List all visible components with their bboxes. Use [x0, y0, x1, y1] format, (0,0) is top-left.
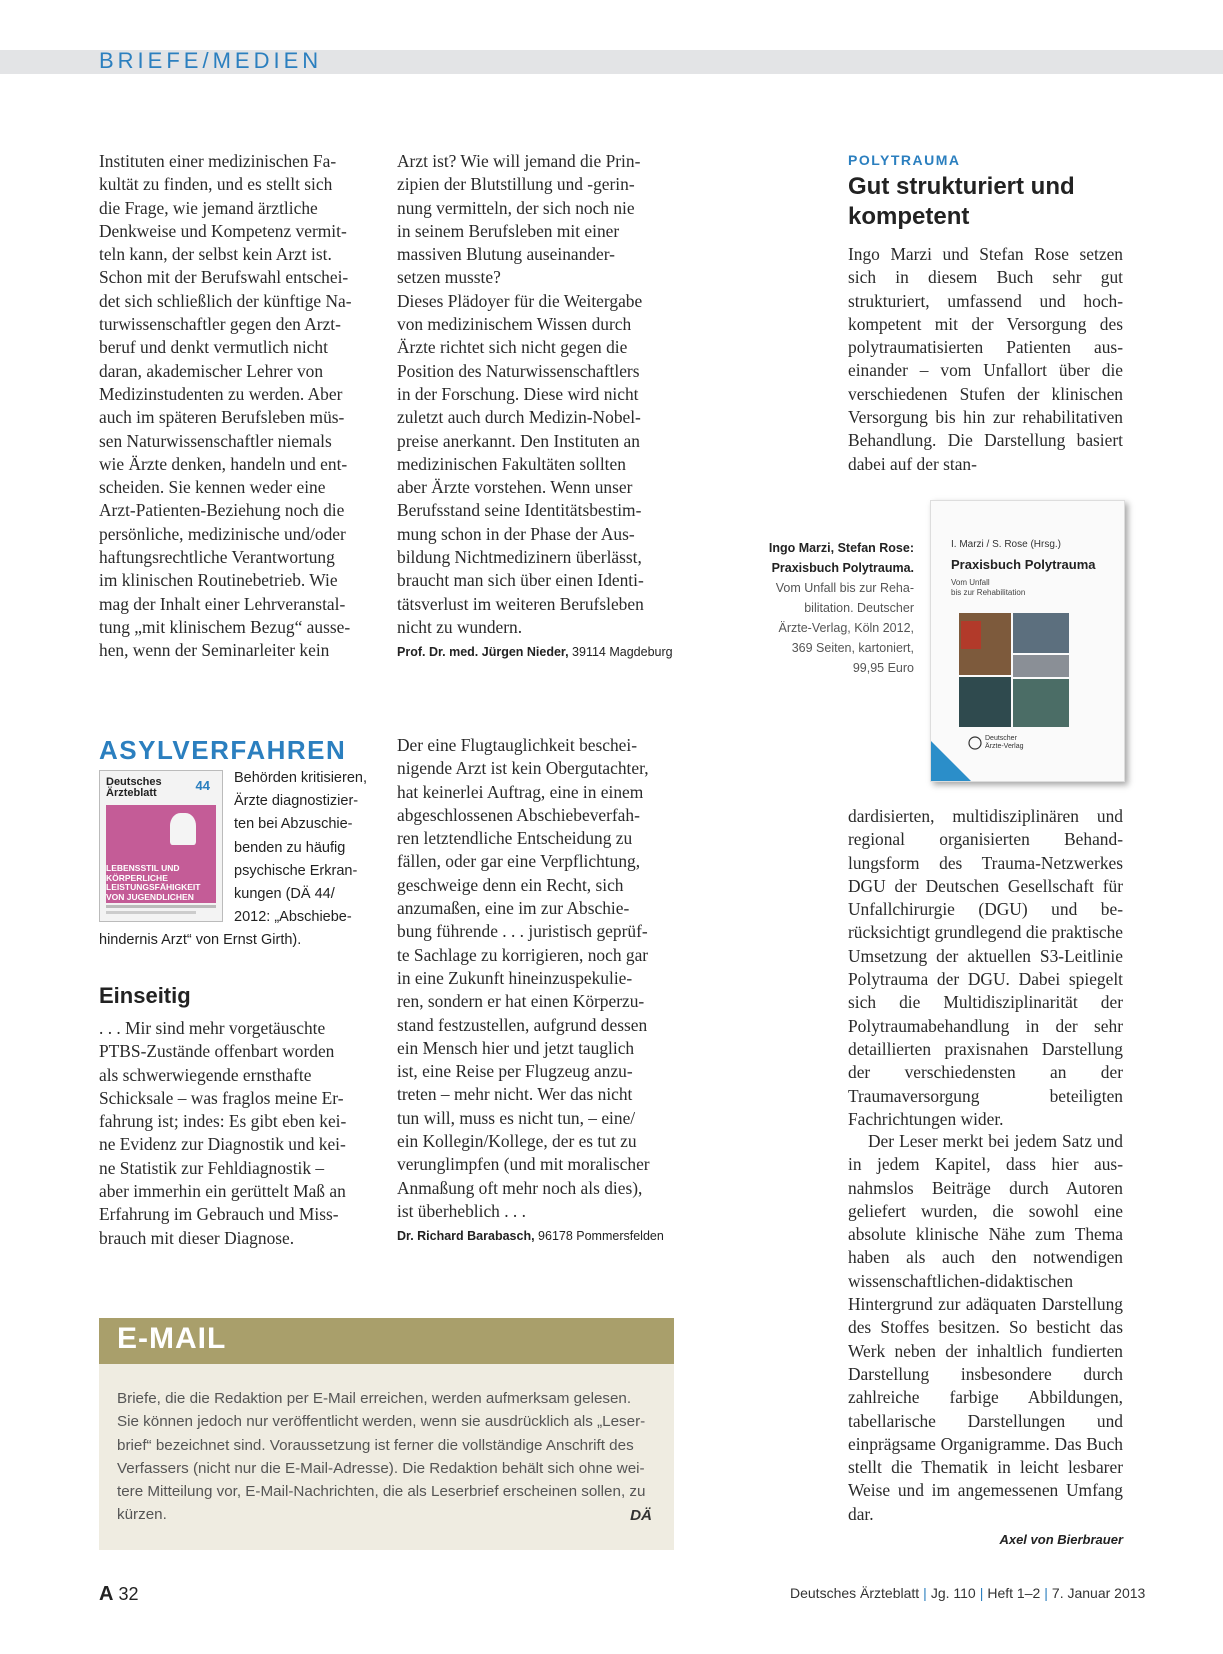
- text-line: Schicksale – was fraglos meine Er-: [99, 1087, 344, 1108]
- review-kicker: POLYTRAUMA: [848, 152, 961, 168]
- text-line: Dieses Plädoyer für die Weitergabe: [397, 290, 643, 311]
- text-line: brief“ bezeichnet sind. Voraussetzung ist ferner die vollständige Anschrift des: [117, 1436, 634, 1454]
- footer-volume: Jg. 110: [930, 1585, 976, 1601]
- review-author: Axel von Bierbrauer: [999, 1532, 1123, 1547]
- text-line: KÖRPERLICHE: [106, 872, 168, 883]
- letter2-signature-place: 96178 Pommersfelden: [534, 1229, 664, 1244]
- text-line: als schwerwiegende ernsthafte: [99, 1064, 312, 1085]
- text-line: massiven Blutung auseinander-: [397, 244, 615, 265]
- text-line: setzen musste?: [397, 267, 501, 288]
- thumb-cover-text: [106, 863, 216, 903]
- letter1-signature: [397, 643, 687, 661]
- book-caption-title: Ingo Marzi, Stefan Rose: Praxisbuch Polytrauma.: [768, 541, 914, 575]
- text-line: Denkweise und Kompetenz vermit-: [99, 220, 347, 241]
- text-line: tätsverlust im weiteren Berufsleben: [397, 593, 644, 614]
- page-number: [99, 1583, 139, 1606]
- text-line: psychische Erkran-: [234, 862, 358, 879]
- text-line: scheiden. Sie kennen weder eine: [99, 477, 326, 498]
- text-line: die Frage, wie jemand ärztliche: [99, 197, 318, 218]
- footer-journal: Deutsches Ärzteblatt: [790, 1585, 920, 1601]
- footer-date: 7. Januar 2013: [1051, 1585, 1146, 1601]
- text-line: 2012: „Abschiebe-: [234, 909, 352, 926]
- text-line: persönliche, medizinische und/oder: [99, 523, 346, 544]
- text-line: ist, eine Reise per Flugzeug anzu-: [397, 1061, 633, 1082]
- email-sign: DÄ: [630, 1506, 652, 1524]
- footer-separator: |: [923, 1585, 927, 1601]
- text-line: aber Ärzte vorstehen. Wenn unser: [397, 477, 633, 498]
- letter2-column2: [397, 734, 687, 1245]
- book-cover-image: [930, 500, 1125, 782]
- text-line: PTBS-Zustände offenbart worden: [99, 1041, 335, 1062]
- text-line: tung „mit klinischem Bezug“ ausse-: [99, 616, 351, 637]
- section-label: BRIEFE/MEDIEN: [99, 48, 323, 73]
- book-caption-lines: [740, 578, 914, 678]
- text-line: Instituten einer medizinischen Fa-: [99, 151, 337, 171]
- cover-editors: I. Marzi / S. Rose (Hrsg.): [951, 539, 1062, 550]
- footer-separator: |: [1044, 1585, 1048, 1601]
- text-line: haftungsrechtliche Verantwortung: [99, 547, 335, 568]
- text-line: 369 Seiten, kartoniert,: [791, 641, 914, 655]
- letter1-col2-lines: [397, 150, 687, 639]
- cover-artwork: [931, 501, 1124, 781]
- thumb-issue-number: 44: [195, 778, 210, 793]
- letter2-title: Einseitig: [99, 983, 191, 1008]
- text-line: Berufsstand seine Identitätsbestim-: [397, 500, 642, 521]
- magazine-thumbnail: [99, 770, 223, 922]
- thumb-text-line: [106, 905, 216, 908]
- text-line: Briefe, die die Redaktion per E-Mail erreichen, werden aufmerksam gelesen.: [117, 1390, 632, 1407]
- cover-photo-5: [1013, 679, 1069, 727]
- text-line: benden zu häufig: [234, 839, 346, 856]
- text-line: Verfassers (nicht nur die E-Mail-Adresse). Die Redaktion behält sich ohne wei-: [117, 1459, 645, 1477]
- text-line: LEBENSSTIL UND: [106, 863, 180, 873]
- thumb-masthead: [106, 777, 162, 799]
- text-line: Sie können jedoch nur veröffentlicht werden, wenn sie ausdrücklich als „Leser-: [117, 1413, 646, 1431]
- text-line: fällen, oder gar eine Verpflichtung,: [397, 851, 641, 872]
- text-line: preise anerkannt. Den Instituten an: [397, 430, 640, 451]
- text-line: kürzen.: [117, 1506, 167, 1524]
- letter2-signature: [397, 1227, 687, 1245]
- review-headline: Gut strukturiert und kompetent: [848, 173, 1075, 230]
- text-line: ist überheblich . . .: [397, 1200, 526, 1221]
- text-line: hat keinerlei Auftrag, eine in einem: [397, 781, 644, 802]
- text-line: turwissenschaftler gegen den Arzt-: [99, 314, 341, 335]
- footer-issue: Heft 1–2: [987, 1585, 1041, 1601]
- text-line: det sich schließlich der künftige Na-: [99, 290, 352, 311]
- thumb-cover-art: [106, 805, 216, 863]
- text-line: VON JUGENDLICHEN: [106, 891, 194, 902]
- text-line: Der eine Flugtauglichkeit beschei-: [397, 735, 638, 755]
- email-box-text: [117, 1387, 652, 1527]
- text-line: Schon mit der Berufswahl entschei-: [99, 267, 349, 288]
- cover-photo-2: [1013, 613, 1069, 653]
- text-line: hen, wenn der Seminarleiter kein: [99, 640, 330, 661]
- cover-publisher-line1: Deutscher: [985, 735, 1017, 742]
- footer-info: [790, 1585, 1146, 1601]
- text-line: ten bei Abzuschie-: [234, 816, 353, 833]
- text-line: abgeschlossenen Abschiebeverfah-: [397, 804, 640, 825]
- text-line: mag der Inhalt einer Lehrveranstal-: [99, 593, 346, 614]
- text-line: ne Evidenz zur Diagnostik und kei-: [99, 1134, 346, 1155]
- text-line: Vom Unfall bis zur Reha-: [775, 581, 914, 595]
- text-line: medizinischen Fakultäten sollten: [397, 453, 626, 474]
- cover-corner-triangle: [931, 741, 971, 781]
- text-line: treten – mehr nicht. Wer das nicht: [397, 1084, 633, 1105]
- email-box-title: E-MAIL: [117, 1322, 227, 1355]
- text-line: Arzt-Patienten-Beziehung noch die: [99, 500, 345, 521]
- text-line: kungen (DÄ 44/: [234, 886, 335, 903]
- cover-publisher-logo: [969, 737, 981, 749]
- text-line: wie Ärzte denken, handeln und ent-: [99, 453, 348, 474]
- text-line: fahrung ist; indes: Es gibt eben kei-: [99, 1111, 347, 1132]
- text-line: Ärzte richtet sich nicht gegen die: [397, 337, 628, 358]
- letter2-col2-lines: [397, 734, 687, 1223]
- text-line: Arzt ist? Wie will jemand die Prin-: [397, 151, 641, 171]
- text-line: verunglimpfen (und mit moralischer: [397, 1154, 650, 1175]
- thumb-masthead-line2: Ärzteblatt: [106, 787, 157, 799]
- text-line: mung schon in der Phase der Aus-: [397, 523, 635, 544]
- text-line: te Sachlage zu korrigieren, noch gar: [397, 944, 649, 965]
- text-line: Behörden kritisieren,: [234, 770, 367, 786]
- text-line: aber immerhin ein gerüttelt Maß an: [99, 1181, 346, 1202]
- review-para2: Der Leser merkt bei jedem Satz und in jedem Kapitel, dass hier ausnahmslos Beiträge durch Autoren geliefert wurden, die sowohl eine absolute klinische Nähe zum Thema haben als auch den notwendigen wissenschaftlichen-didaktischen Hintergrund zur adäquaten Darstellung des Stoffes besitzen. So besticht das Werk neben der inhaltlich fundierten Darstellung insbesondere durch zahlreiche farbige Abbildungen, tabellarische Darstellungen und einprägsame Organigramme. Das Buch stellt die Thematik in leicht lesbarer Weise und im angemessenen Umfang dar.: [848, 1131, 1123, 1524]
- text-line: nicht zu wundern.: [397, 616, 523, 637]
- asyl-lead: [234, 767, 384, 929]
- text-line: stand festzustellen, aufgrund dessen: [397, 1014, 648, 1035]
- text-line: zipien der Blutstillung und -gerin-: [397, 174, 635, 195]
- text-line: daran, akademischer Lehrer von: [99, 360, 324, 381]
- text-line: Anmaßung oft mehr noch als dies),: [397, 1177, 643, 1198]
- text-line: tere Mitteilung vor, E-Mail-Nachrichten, die als Leserbrief erscheinen sollen, zu: [117, 1483, 646, 1501]
- letter1-column1: [99, 150, 379, 663]
- text-line: nung vermitteln, der sich noch nie: [397, 197, 635, 218]
- text-line: bildung Nichtmedizinern überlässt,: [397, 547, 642, 568]
- text-line: ren letztendliche Entscheidung zu: [397, 828, 633, 849]
- thumb-figure-icon: [170, 813, 196, 845]
- text-line: in seinem Berufsleben mit einer: [397, 220, 620, 241]
- text-line: zuletzt auch durch Medizin-Nobel-: [397, 407, 641, 428]
- text-line: im klinischen Routinebetrieb. Wie: [99, 570, 338, 591]
- cover-publisher-line2: Ärzte-Verlag: [985, 743, 1024, 750]
- text-line: sen Naturwissenschaftler niemals: [99, 430, 332, 451]
- review-para1-bottom: dardisierten, multidisziplinären und regional organisierten Behandlungsform des Trauma-Netzwerkes DGU der Deutschen Gesellschaft für Unfallchirurgie (DGU) und berücksichtigt grundlegend die praktische Umsetzung der aktuellen S3-Leitlinie Polytrauma der DGU. Dabei spiegelt sich die Multidisziplinarität der Polytraumabehandlung in der sehr detaillierten praxisnahen Darstellung der verschiedensten an der Traumaversorgung beteiligten Fachrichtungen wider.: [848, 806, 1123, 1129]
- text-line: geschweige denn ein Recht, sich: [397, 874, 624, 895]
- text-line: ne Statistik zur Fehldiagnostik –: [99, 1157, 325, 1178]
- book-caption: [740, 538, 914, 678]
- text-line: von medizinischem Wissen durch: [397, 314, 632, 335]
- cover-photo-4: [959, 677, 1011, 727]
- text-line: beruf und denkt vermutlich nicht: [99, 337, 328, 358]
- text-line: Medizinstudenten zu werden. Aber: [99, 383, 343, 404]
- text-line: LEISTUNGSFÄHIGKEIT: [106, 882, 201, 892]
- text-line: teln kann, der selbst kein Arzt ist.: [99, 244, 332, 265]
- footer-separator: |: [979, 1585, 984, 1601]
- text-line: nigende Arzt ist kein Obergutachter,: [397, 758, 649, 779]
- cover-subtitle-line1: Vom Unfall: [951, 578, 990, 587]
- cover-title: Praxisbuch Polytrauma: [951, 557, 1096, 572]
- cover-photo-1-detail: [961, 621, 981, 649]
- asyl-lead-tail: hindernis Arzt“ von Ernst Girth).: [99, 932, 302, 948]
- text-line: ren, sondern er hat einen Körperzu-: [397, 991, 645, 1012]
- letter1-column2: [397, 150, 687, 661]
- thumb-text-line: [106, 911, 196, 914]
- text-line: kultät zu finden, und es stellt sich: [99, 174, 333, 195]
- thumb-masthead-line1: Deutsches: [106, 776, 162, 788]
- text-line: 99,95 Euro: [852, 661, 914, 675]
- letter1-signature-place: 39114 Magdeburg: [568, 645, 673, 660]
- text-line: ein Mensch hier und jetzt tauglich: [397, 1037, 635, 1058]
- text-line: ein Kollegin/Kollege, der es tut zu: [397, 1131, 637, 1152]
- text-line: brauch mit dieser Diagnose.: [99, 1227, 295, 1248]
- cover-publisher: [985, 735, 1024, 751]
- cover-subtitle-line2: bis zur Rehabilitation: [951, 588, 1026, 597]
- text-line: . . . Mir sind mehr vorgetäuschte: [99, 1018, 326, 1038]
- text-line: braucht man sich über einen Identi-: [397, 570, 644, 591]
- letter2-signature-name: Dr. Richard Barabasch,: [397, 1229, 535, 1244]
- letter2-column1: [99, 1017, 384, 1250]
- text-line: Position des Naturwissenschaftlers: [397, 360, 640, 381]
- asyl-section-title: ASYLVERFAHREN: [99, 735, 347, 765]
- text-line: auch im späteren Berufsleben müs-: [99, 407, 345, 428]
- text-line: bilitation. Deutscher: [804, 601, 914, 615]
- text-line: Ärzte diagnostizier-: [234, 793, 359, 810]
- text-line: anzumaßen, eine im zur Abschie-: [397, 898, 630, 919]
- text-line: Ärzte-Verlag, Köln 2012,: [778, 621, 914, 635]
- text-line: Erfahrung im Gebrauch und Miss-: [99, 1204, 339, 1225]
- text-line: in der Forschung. Diese wird nicht: [397, 383, 639, 404]
- cover-photo-3: [1013, 655, 1069, 677]
- page-number-value: 32: [118, 1584, 139, 1604]
- text-line: bung führende . . . juristisch geprüf-: [397, 921, 648, 942]
- letter1-signature-name: Prof. Dr. med. Jürgen Nieder,: [397, 645, 569, 660]
- text-line: tun will, muss es nicht tun, – eine/: [397, 1107, 636, 1128]
- letter1-col1-lines: [99, 150, 379, 663]
- review-para1-top: Ingo Marzi und Stefan Rose setzen sich in diesem Buch sehr gut strukturiert, umfassend und hochkompetent mit der Versorgung des polytraumatisierten Patienten auseinander – vom Unfallort über die verschiedenen Stufen der klinischen Versorgung bis hin zur rehabilitativen Behandlung. Die Darstellung basiert dabei auf der stan-: [848, 244, 1123, 474]
- page-letter: A: [99, 1583, 114, 1605]
- text-line: in eine Zukunft hineinzuspekulie-: [397, 967, 633, 988]
